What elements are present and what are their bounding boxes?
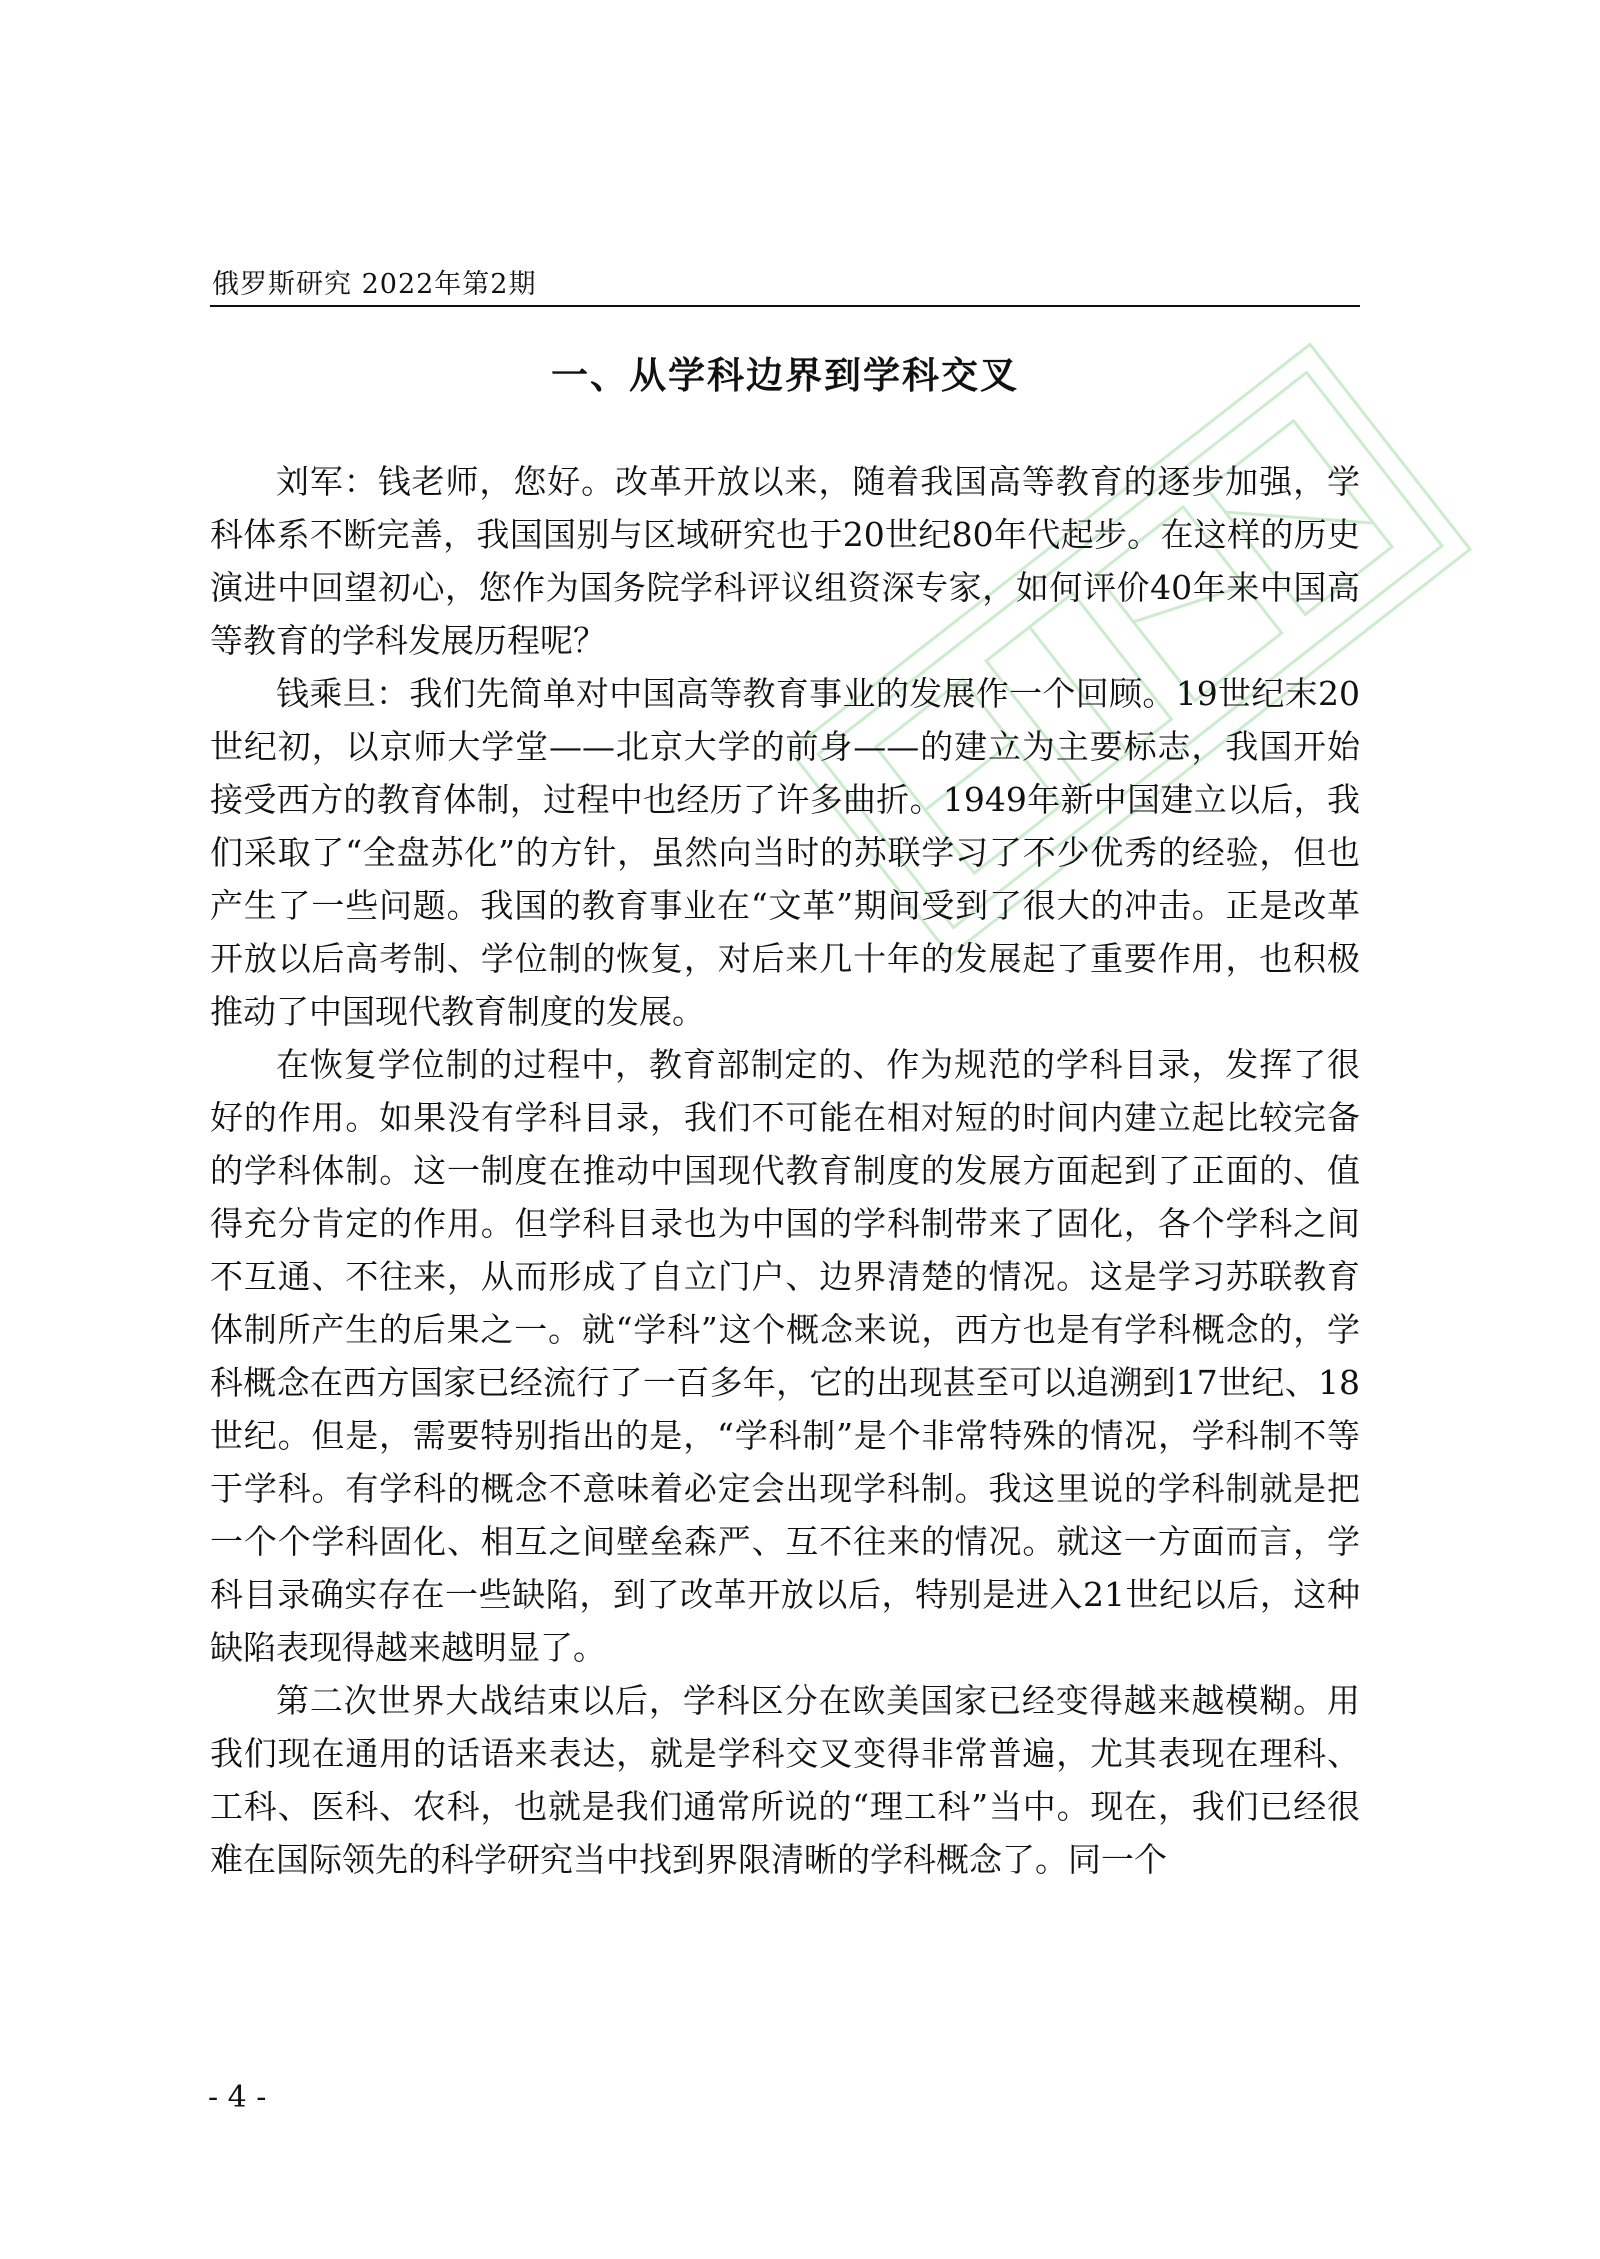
paragraph-interdisciplinary: 第二次世界大战结束以后，学科区分在欧美国家已经变得越来越模糊。用我们现在通用的话语来表达，就是学科交叉变得非常普遍，尤其表现在理科、工科、医科、农科，也就是我们通常所说的“理工科”当中。现在，我们已经很难在国际领先的科学研究当中找到界限清晰的学科概念了。同一个 [210, 1681, 1360, 1879]
header-rule [210, 305, 1360, 307]
page-number: - 4 - [208, 2080, 267, 2115]
running-header: 俄罗斯研究 2022年第2期 [212, 269, 537, 300]
section-title: 一、从学科边界到学科交叉 [551, 354, 1019, 397]
paragraph-discipline-catalog: 在恢复学位制的过程中，教育部制定的、作为规范的学科目录，发挥了很好的作用。如果没有学科目录，我们不可能在相对短的时间内建立起比较完备的学科体制。这一制度在推动中国现代教育制度的发展方面起到了正面的、值得充分肯定的作用。但学科目录也为中国的学科制带来了固化，各个学科之间不互通、不往来，从而形成了自立门户、边界清楚的情况。这是学习苏联教育体制所产生的后果之一。就“学科”这个概念来说，西方也是有学科概念的，学科概念在西方国家已经流行了一百多年，它的出现甚至可以追溯到17世纪、18世纪。但是，需要特别指出的是，“学科制”是个非常特殊的情况，学科制不等于学科。有学科的概念不意味着必定会出现学科制。我这里说的学科制就是把一个个学科固化、相互之间壁垒森严、互不往来的情况。就这一方面而言，学科目录确实存在一些缺陷，到了改革开放以后，特别是进入21世纪以后，这种缺陷表现得越来越明显了。 [210, 1045, 1360, 1667]
paragraph-answer-history: 钱乘旦：我们先简单对中国高等教育事业的发展作一个回顾。19世纪末20世纪初，以京师大学堂——北京大学的前身——的建立为主要标志，我国开始接受西方的教育体制，过程中也经历了许多曲折。1949年新中国建立以后，我们采取了“全盘苏化”的方针，虽然向当时的苏联学习了不少优秀的经验，但也产生了一些问题。我国的教育事业在“文革”期间受到了很大的冲击。正是改革开放以后高考制、学位制的恢复，对后来几十年的发展起了重要作用，也积极推动了中国现代教育制度的发展。 [210, 674, 1360, 1031]
paragraph-question: 刘军：钱老师，您好。改革开放以来，随着我国高等教育的逐步加强，学科体系不断完善，我国国别与区域研究也于20世纪80年代起步。在这样的历史演进中回望初心，您作为国务院学科评议组资深专家，如何评价40年来中国高等教育的学科发展历程呢？ [210, 462, 1360, 660]
article-body [210, 455, 1360, 1886]
